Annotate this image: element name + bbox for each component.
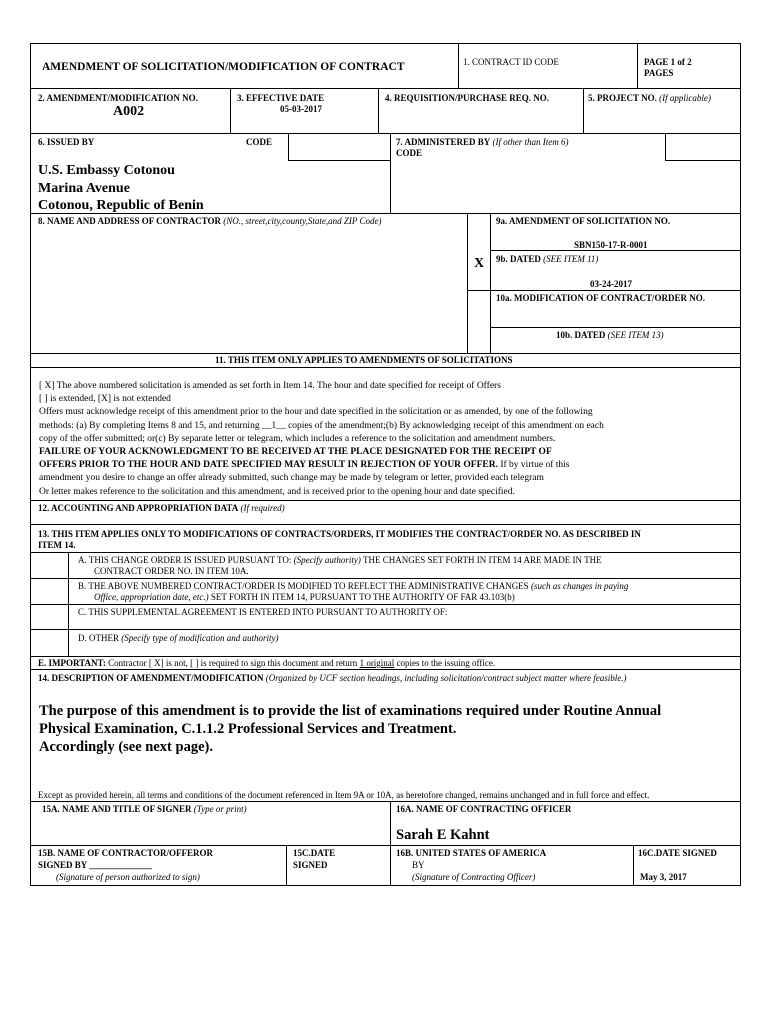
contractor-address-text: 8. NAME AND ADDRESS OF CONTRACTOR (38, 216, 222, 226)
divider (490, 327, 741, 328)
item11-line: [ ] is extended, [X] is not extended (39, 394, 171, 405)
divider (30, 88, 741, 89)
item13b-note: (such as changes in paying (530, 581, 629, 591)
divider (30, 578, 741, 579)
issuer-city: Cotonou, Republic of Benin (38, 198, 204, 213)
divider (390, 801, 391, 886)
item11-line: Offers must acknowledge receipt of this amendment prior to the hour and date specified in the solicitation or as amended, by one of the following (39, 407, 593, 418)
item13a-line2: CONTRACT ORDER NO. IN ITEM 10A. (94, 566, 249, 576)
amendment-purpose (39, 702, 729, 756)
item11-line: Or letter makes reference to the solicitation and this amendment, and is received prior to the opening hour and date specified. (39, 486, 515, 497)
modification-dated-label (556, 330, 664, 340)
accounting-data-label (38, 503, 285, 513)
item13b-note: Office, appropriation date, etc.) (94, 592, 209, 602)
item13a-authority: (Specify authority) (293, 555, 361, 565)
contractor-signed-by: SIGNED BY ______________ (38, 860, 153, 870)
important-label: E. IMPORTANT: (38, 658, 106, 668)
project-no-note: (If applicable) (659, 93, 711, 103)
item13b-text: SET FORTH IN ITEM 14, PURSUANT TO THE AUTHORITY OF FAR 43.103(b) (208, 592, 515, 602)
solicitation-no-value: SBN150-17-R-0001 (574, 240, 648, 250)
important-notice (38, 658, 495, 668)
item13d-line (78, 633, 278, 643)
accounting-data-text: 12. ACCOUNTING AND APPROPRIATION DATA (38, 503, 239, 513)
divider (30, 669, 741, 670)
description-note: (Organized by UCF section headings, including solicitation/contract subject matter where feasible.) (265, 673, 627, 683)
purpose-line: Physical Examination, C.1.1.2 Professional Services and Treatment. (39, 721, 457, 737)
contractor-address-label (38, 216, 382, 226)
item11-line-rest: If by virtue of this (497, 460, 570, 471)
important-text: copies to the issuing office. (394, 658, 496, 668)
effective-date-value: 05-03-2017 (280, 104, 322, 114)
item13a-line1 (78, 555, 602, 565)
divider (30, 552, 741, 553)
divider (467, 290, 741, 291)
accounting-data-note: (If required) (240, 503, 285, 513)
divider (583, 88, 584, 133)
administered-by-text: 7. ADMINISTERED BY (396, 137, 491, 147)
modification-dated-note: (SEE ITEM 13) (607, 330, 664, 340)
divider (30, 656, 741, 657)
divider (30, 604, 741, 605)
divider (288, 160, 390, 161)
item11-line: FAILURE OF YOUR ACKNOWLEDGMENT TO BE RECEIVED AT THE PLACE DESIGNATED FOR THE RECEIPT OF (39, 447, 552, 458)
date-signed-label: 16C.DATE SIGNED (638, 848, 717, 858)
purpose-line: The purpose of this amendment is to provide the list of examinations required under Routine Annual (39, 703, 662, 719)
solicitation-dated-text: 9b. DATED (496, 254, 541, 264)
contracting-officer-label: 16A. NAME OF CONTRACTING OFFICER (396, 804, 572, 814)
divider (490, 213, 491, 353)
purpose-line: Accordingly (see next page). (39, 739, 213, 755)
project-no-text: 5. PROJECT NO. (588, 93, 657, 103)
divider (30, 845, 741, 846)
divider (30, 801, 741, 802)
administered-by-note: (If other than Item 6) (492, 137, 569, 147)
amendment-no-label: 2. AMENDMENT/MODIFICATION NO. (38, 93, 198, 103)
divider (467, 213, 468, 353)
item11-line: methods: (a) By completing Items 8 and 15, and returning __1__ copies of the amendment;(b) By acknowledging receipt of this amendment on each (39, 420, 604, 431)
solicitation-dated-value: 03-24-2017 (590, 279, 632, 289)
item13d-note: (Specify type of modification and authority) (121, 633, 279, 643)
divider (665, 133, 666, 160)
solicitation-dated-note: (SEE ITEM 11) (543, 254, 599, 264)
solicitation-dated-label (496, 254, 598, 264)
item13d-text: D. OTHER (78, 633, 122, 643)
amendment-no-value: A002 (113, 104, 145, 119)
contractor-signature-note: (Signature of person authorized to sign) (56, 872, 200, 882)
divider (30, 353, 741, 354)
divider (30, 500, 741, 501)
item13b-line2 (94, 592, 515, 602)
divider (390, 133, 391, 213)
contractor-date-label: 15C.DATE (293, 848, 336, 858)
item11-line: amendment you desire to change an offer already submitted, such change may be made by telegram or letter, provided each telegram (39, 473, 544, 484)
item11-line (39, 459, 729, 472)
except-clause: Except as provided herein, all terms and conditions of the document referenced in Item 9A or 10A, as heretofore changed, remains unchanged and in full force and effect. (38, 790, 650, 800)
solicitation-no-label: 9a. AMENDMENT OF SOLICITATION NO. (496, 216, 671, 226)
item13-header: 13. THIS ITEM APPLIES ONLY TO MODIFICATIONS OF CONTRACTS/ORDERS, IT MODIFIES THE CONTRACT/ORDER NO. AS DESCRIBED IN (38, 529, 641, 539)
divider (458, 43, 459, 88)
contractor-signer-label: 15B. NAME OF CONTRACTOR/OFFEROR (38, 848, 214, 858)
modification-dated-text: 10b. DATED (556, 330, 606, 340)
item11-body (39, 380, 729, 499)
description-text: 14. DESCRIPTION OF AMENDMENT/MODIFICATION (38, 673, 264, 683)
officer-signature-note: (Signature of Contracting Officer) (412, 872, 536, 882)
description-label (38, 673, 627, 683)
item13a-text: THE CHANGES SET FORTH IN ITEM 14 ARE MADE IN THE (360, 555, 602, 565)
divider (30, 629, 741, 630)
divider (30, 133, 741, 134)
officer-by-label: BY (412, 860, 425, 870)
issued-by-code-label: CODE (246, 137, 273, 147)
item13a-text: A. THIS CHANGE ORDER IS ISSUED PURSUANT TO: (78, 555, 294, 565)
divider (288, 133, 289, 160)
issuer-street: Marina Avenue (38, 181, 130, 196)
issuer-name: U.S. Embassy Cotonou (38, 163, 175, 178)
divider (30, 524, 741, 525)
contractor-address-note: (NO., street,city,county,State,and ZIP Code) (223, 216, 382, 226)
contract-id-code-label: 1. CONTRACT ID CODE (463, 57, 559, 67)
effective-date-label: 3. EFFECTIVE DATE (237, 93, 325, 103)
date-signed-value: May 3, 2017 (640, 872, 687, 882)
item11-warning: OFFERS PRIOR TO THE HOUR AND DATE SPECIFIED MAY RESULT IN REJECTION OF YOUR OFFER. (39, 460, 498, 471)
item13c-line: C. THIS SUPPLEMENTAL AGREEMENT IS ENTERED INTO PURSUANT TO AUTHORITY OF: (78, 607, 448, 617)
item11-header: 11. THIS ITEM ONLY APPLIES TO AMENDMENTS OF SOLICITATIONS (215, 355, 513, 365)
issued-by-label: 6. ISSUED BY (38, 137, 95, 147)
divider (378, 88, 379, 133)
item13b-line1 (78, 581, 628, 591)
divider (286, 845, 287, 886)
contractor-date-label2: SIGNED (293, 860, 328, 870)
item11-line: copy of the offer submitted; or(c) By separate letter or telegram, which includes a reference to the solicitation and amendment numbers. (39, 433, 556, 444)
requisition-no-label: 4. REQUISITION/PURCHASE REQ. NO. (385, 93, 550, 103)
page-number: PAGE 1 of 2 (644, 57, 692, 67)
item11-line: [ X] The above numbered solicitation is amended as set forth in Item 14. The hour and date specified for receipt of Offers (39, 381, 501, 391)
signer-name-text: 15A. NAME AND TITLE OF SIGNER (42, 804, 192, 814)
signer-name-label (42, 804, 247, 814)
divider (665, 160, 741, 161)
divider (230, 88, 231, 133)
project-no-label (588, 93, 711, 103)
divider (637, 43, 638, 88)
usa-label: 16B. UNITED STATES OF AMERICA (396, 848, 547, 858)
modification-no-label: 10a. MODIFICATION OF CONTRACT/ORDER NO. (496, 293, 706, 303)
item13-header-cont: ITEM 14. (38, 540, 76, 550)
divider (633, 845, 634, 886)
divider (30, 367, 741, 368)
administered-by-label (396, 137, 569, 147)
amendment-check-mark: X (474, 256, 485, 271)
administered-by-code-label: CODE (396, 148, 423, 158)
pages-label: PAGES (644, 68, 674, 78)
contracting-officer-name: Sarah E Kahnt (396, 827, 490, 843)
important-text: Contractor [ X] is not, [ ] is required to sign this document and return (105, 658, 360, 668)
important-copies: 1 original (359, 658, 395, 668)
signer-name-note: (Type or print) (193, 804, 247, 814)
form-title: AMENDMENT OF SOLICITATION/MODIFICATION OF CONTRACT (42, 61, 405, 73)
item13b-text: B. THE ABOVE NUMBERED CONTRACT/ORDER IS MODIFIED TO REFLECT THE ADMINISTRATIVE CHANGES (78, 581, 531, 591)
